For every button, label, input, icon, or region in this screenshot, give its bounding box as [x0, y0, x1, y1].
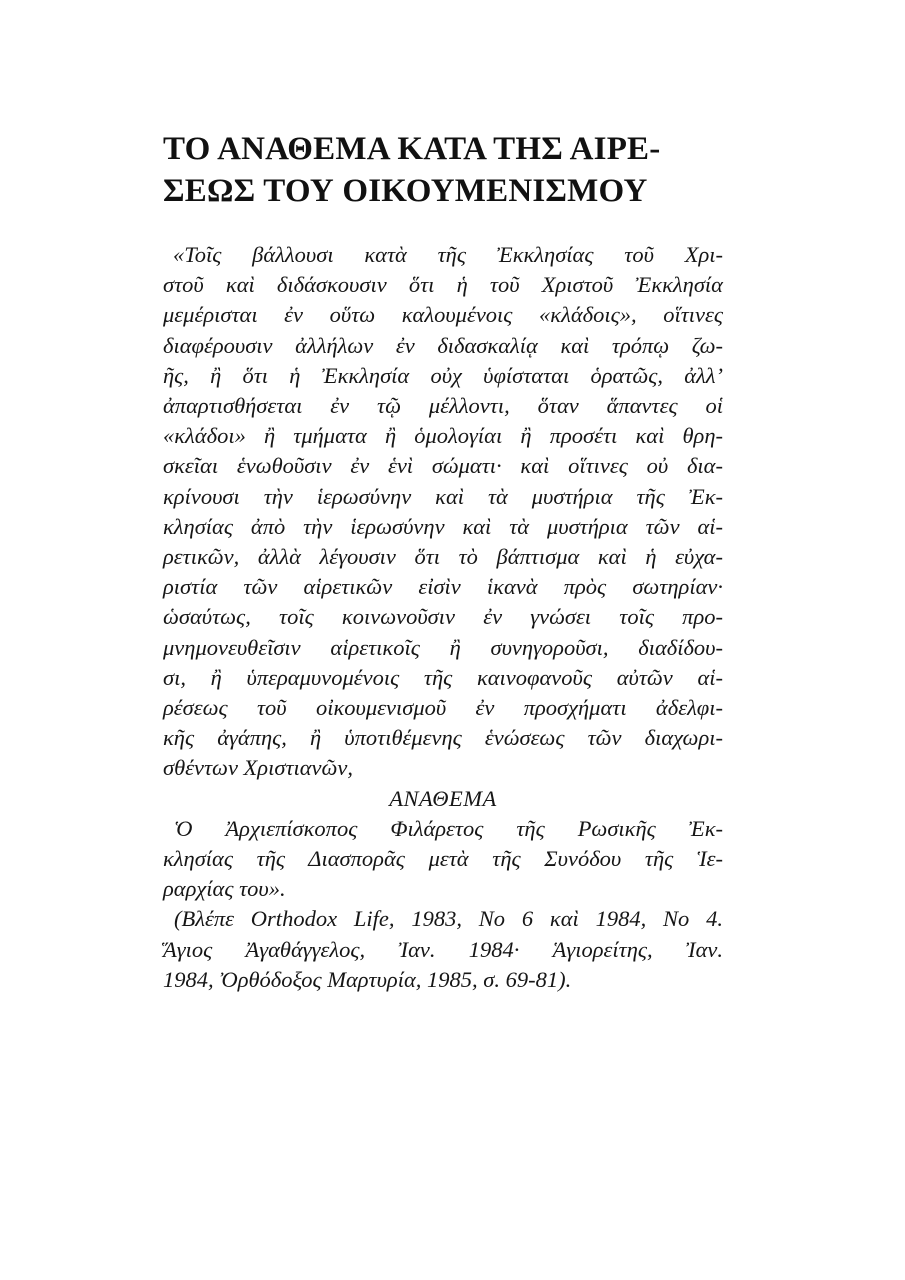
text-line: ὡσαύτως, τοῖς κοινωνοῦσιν ἐν γνώσει τοῖς προ-: [163, 604, 723, 630]
text-line: Ὁ Ἀρχιεπίσκοπος Φιλάρετος τῆς Ρωσικῆς Ἐκ-: [174, 815, 723, 841]
text-line: Ἅγιος Ἀγαθάγγελος, Ἰαν. 1984· Ἁγιορείτης, Ἰαν.: [163, 936, 723, 962]
reference-block: [163, 904, 723, 995]
text-line: (Βλέπε Orthodox Life, 1983, No 6 καὶ 1984, No 4.: [174, 906, 723, 932]
text-line: κρίνουσι τὴν ἱερωσύνην καὶ τὰ μυστήρια τῆς Ἐκ-: [163, 483, 723, 509]
text-line: κλησίας ἀπὸ τὴν ἱερωσύνην καὶ τὰ μυστήρια τῶν αἱ-: [163, 513, 723, 539]
text-line: ριστία τῶν αἱρετικῶν εἰσὶν ἱκανὰ πρὸς σωτηρίαν·: [163, 574, 723, 600]
text-line: κλησίας τῆς Διασπορᾶς μετὰ τῆς Συνόδου τῆς Ἱε-: [163, 846, 723, 872]
text-line: σκεῖαι ἑνωθοῦσιν ἐν ἑνὶ σώματι· καὶ οἵτινες οὐ δια-: [163, 453, 723, 479]
signature-block: [163, 814, 723, 905]
text-line: ἀπαρτισθήσεται ἐν τῷ μέλλοντι, ὅταν ἅπαντες οἱ: [163, 393, 723, 419]
text-line: μεμέρισται ἐν οὕτω καλουμένοις «κλάδοις», οἵτινες: [163, 302, 723, 328]
text-line: ραρχίας του».: [163, 876, 286, 902]
text-line: «Τοῖς βάλλουσι κατὰ τῆς Ἐκκλησίας τοῦ Χρι-: [173, 242, 723, 267]
title-line: ΣΕΩΣ ΤΟΥ ΟΙΚΟΥΜΕΝΙΣΜΟΥ: [163, 173, 648, 209]
text-line: διαφέρουσιν ἀλλήλων ἐν διδασκαλίᾳ καὶ τρόπῳ ζω-: [163, 332, 723, 358]
text-line: σθέντων Χριστιανῶν,: [163, 755, 354, 781]
text-line: ρετικῶν, ἀλλὰ λέγουσιν ὅτι τὸ βάπτισμα καὶ ἡ εὐχα-: [163, 544, 723, 570]
anathema-decree-text: [163, 240, 723, 784]
text-line: 1984, Ὀρθόδοξος Μαρτυρία, 1985, σ. 69-81).: [163, 966, 572, 992]
text-line: μνημονευθεῖσιν αἱρετικοῖς ἢ συνηγοροῦσι, διαδίδου-: [163, 634, 723, 660]
text-line: σι, ἢ ὑπεραμυνομένοις τῆς καινοφανοῦς αὐτῶν αἱ-: [163, 664, 723, 690]
text-line: κῆς ἀγάπης, ἢ ὑποτιθέμενης ἑνώσεως τῶν διαχωρι-: [163, 725, 723, 751]
text-line: «κλάδοι» ἢ τμήματα ἢ ὁμολογίαι ἢ προσέτι καὶ θρη-: [163, 423, 723, 449]
document-title: [163, 128, 763, 212]
text-line: ῆς, ἢ ὅτι ἡ Ἐκκλησία οὐχ ὑφίσταται ὁρατῶς, ἀλλ’: [163, 362, 723, 388]
title-line: ΤΟ ΑΝΑΘΕΜΑ ΚΑΤΑ ΤΗΣ ΑΙΡΕ-: [163, 131, 661, 167]
text-line: στοῦ καὶ διδάσκουσιν ὅτι ἡ τοῦ Χριστοῦ Ἐκκλησία: [163, 272, 723, 298]
document-body: [163, 240, 723, 995]
text-line: ρέσεως τοῦ οἰκουμενισμοῦ ἐν προσχήματι ἀδελφι-: [163, 695, 723, 721]
anathema-heading: ΑΝΑΘΕΜΑ: [389, 785, 497, 811]
